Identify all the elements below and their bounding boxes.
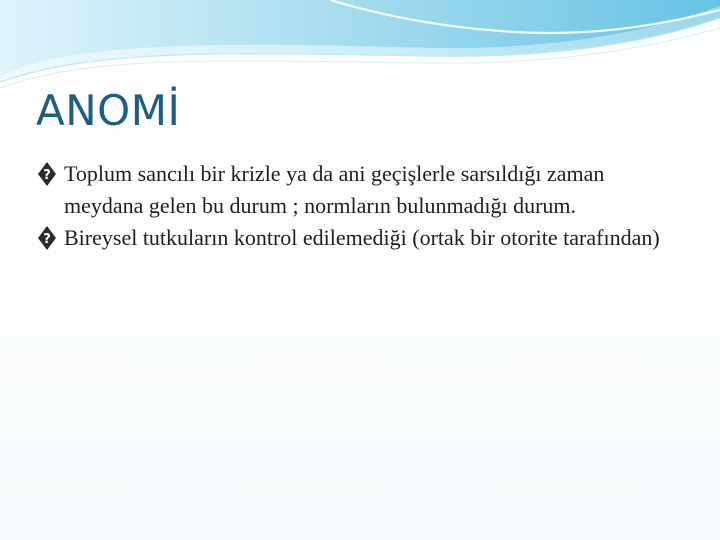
bullet-item <box>36 222 686 254</box>
replacement-char-icon <box>36 159 58 189</box>
bullet-text: Toplum sancılı bir krizle ya da ani geçişlerle sarsıldığı zaman meydana gelen bu durum ; normların bulunmadığı durum. <box>64 161 605 218</box>
bullet-text: Bireysel tutkuların kontrol edilemediği (ortak bir otorite tarafından) <box>64 225 660 250</box>
svg-text:?: ? <box>43 168 51 183</box>
svg-text:?: ? <box>43 232 51 247</box>
decorative-wave-banner <box>0 0 720 90</box>
slide-title: ANOMİ <box>36 86 181 135</box>
replacement-char-icon <box>36 223 58 253</box>
bullet-list <box>36 158 686 254</box>
bullet-item <box>36 158 686 222</box>
